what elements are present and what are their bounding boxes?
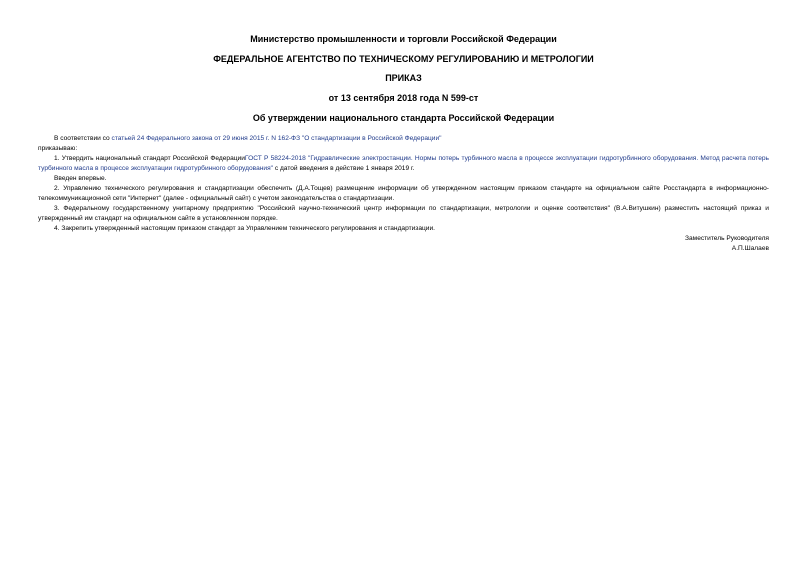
paragraph-2: 2. Управлению технического регулирования и стандартизации обеспечить (Д.А.Тощев) размещение информации об утвержденном настоящим приказом стандарте на официальном сайте Росстандарта в информационно-телекоммуникационной сети "Интернет" (далее - официальный сайт) с учетом законодательства о стандартизации. <box>38 185 769 202</box>
signature-block <box>38 234 769 254</box>
agency-heading: ФЕДЕРАЛЬНОЕ АГЕНТСТВО ПО ТЕХНИЧЕСКОМУ РЕГУЛИРОВАНИЮ И МЕТРОЛОГИИ <box>213 54 594 64</box>
federal-law-link[interactable]: статьей 24 Федерального закона от 29 июня 2015 г. N 162-ФЗ "О стандартизации в Российской Федерации" <box>111 135 442 142</box>
document-type-heading: ПРИКАЗ <box>385 73 422 83</box>
paragraph-1-prefix: 1. Утвердить национальный стандарт Российской Федерации <box>54 155 245 162</box>
paragraph-1 <box>38 154 769 174</box>
signatory-name: А.П.Шалаев <box>731 245 769 252</box>
subject-heading: Об утверждении национального стандарта Российской Федерации <box>252 113 555 123</box>
ministry-heading: Министерство промышленности и торговли Российской Федерации <box>250 34 557 44</box>
gost-standard-link[interactable]: ГОСТ Р 58224-2018 "Гидравлические электростанции. Нормы потерь турбинного масла в процессе эксплуатации гидротурбинного оборудования. Метод расчета потерь турбинного масла в процессе эксплуатации гидротурбинного оборудования" <box>38 155 769 172</box>
paragraph-3: 3. Федеральному государственному унитарному предприятию "Российский научно-технический центр информации по стандартизации, метрологии и оценке соответствия" (В.А.Витушкин) разместить настоящий приказ и утвержденный им стандарт на официальном сайте в установленном порядке. <box>38 205 769 222</box>
paragraph-4: 4. Закрепить утвержденный настоящим приказом стандарт за Управлением технического регулирования и стандартизации. <box>54 225 435 232</box>
date-number-heading: от 13 сентября 2018 года N 599-ст <box>328 93 479 103</box>
intro-paragraph <box>38 134 769 144</box>
signatory-position: Заместитель Руководителя <box>685 235 769 242</box>
introduced-note: Введен впервые. <box>54 175 107 182</box>
paragraph-1-suffix: с датой введения в действие 1 января 2019 г. <box>272 165 415 172</box>
intro-prefix: В соответствии со <box>54 135 112 142</box>
document-body <box>38 134 769 234</box>
orders-line: приказываю: <box>38 145 78 152</box>
